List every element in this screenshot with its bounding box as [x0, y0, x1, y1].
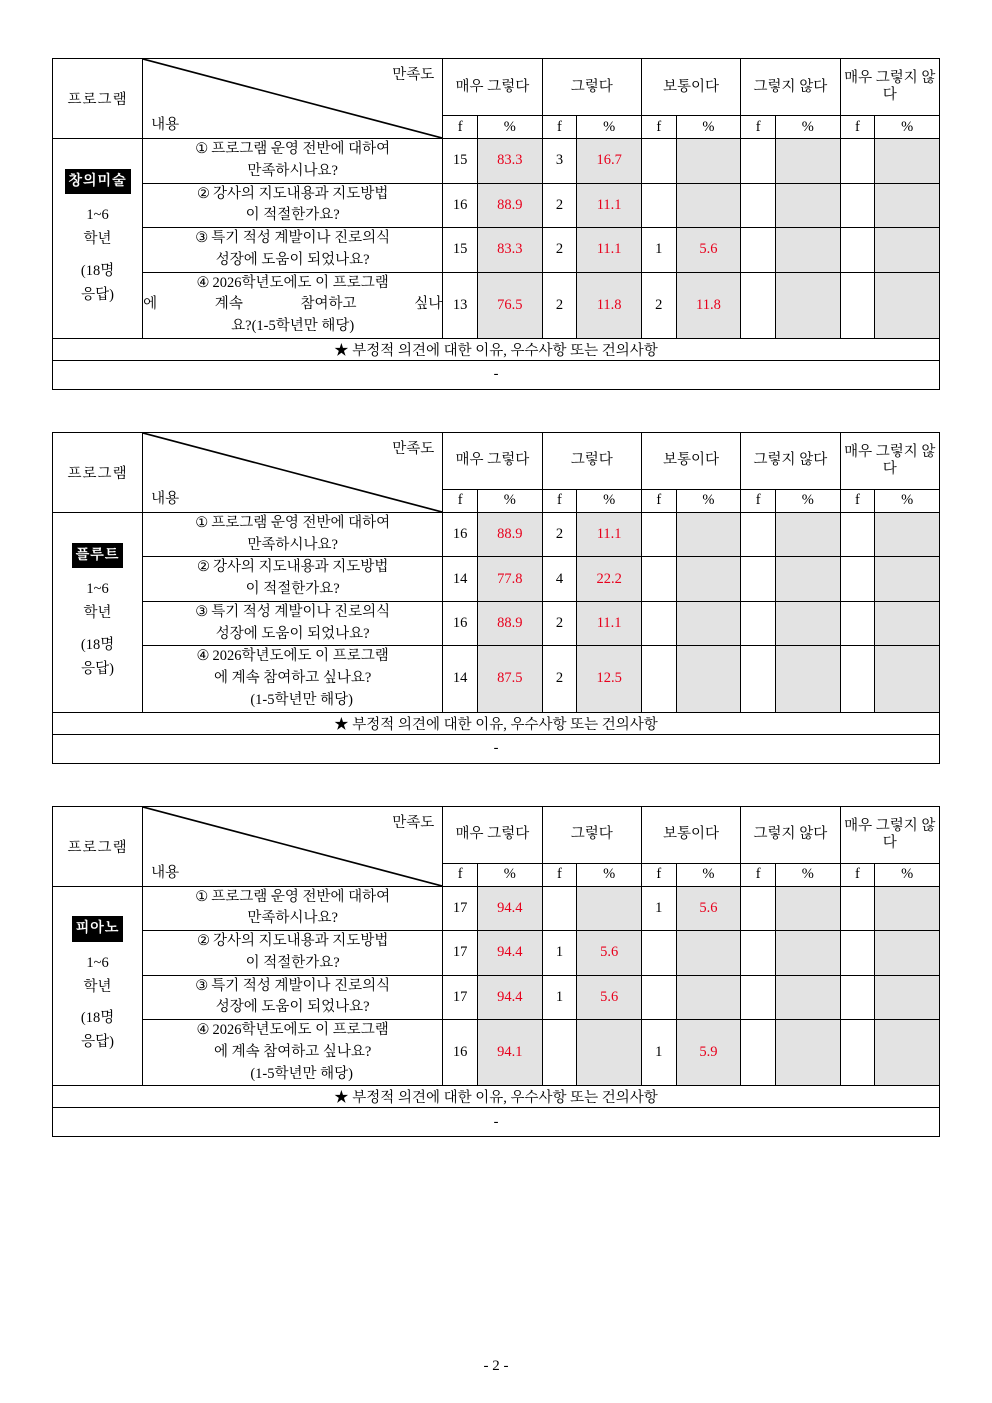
table-row [53, 975, 940, 1020]
value-percent [776, 646, 841, 712]
question-line-2: 에 계속 참여하고 싶나요? [213, 1043, 372, 1060]
value-percent [776, 1020, 841, 1086]
subheader-p-1: % [577, 863, 642, 886]
subheader-f-4: f [840, 863, 875, 886]
table-row [53, 512, 940, 557]
subheader-p-2: % [676, 489, 741, 512]
header-diagonal-cell [143, 432, 443, 512]
value-percent: 11.1 [577, 228, 642, 273]
value-f: 2 [542, 228, 577, 273]
note-body-row [53, 734, 940, 763]
subheader-p-3: % [776, 863, 841, 886]
table-row [53, 183, 940, 228]
value-percent [776, 886, 841, 931]
value-percent [875, 557, 940, 602]
value-f: 15 [443, 228, 478, 273]
question-line-3: (1-5학년만 해당) [250, 691, 353, 708]
question-line-2: 만족하시나요? [247, 910, 338, 927]
scale-header-1: 그렇다 [542, 59, 641, 116]
question-line-1: 프로그램 운영 전반에 대하여 [211, 888, 391, 905]
value-percent: 5.6 [676, 886, 741, 931]
subheader-p-3: % [776, 489, 841, 512]
question-line-2: 만족하시나요? [247, 162, 338, 179]
scale-header-2: 보통이다 [641, 432, 740, 489]
program-cell [53, 139, 143, 339]
value-percent [875, 931, 940, 976]
table-row [53, 886, 940, 931]
value-f [840, 139, 875, 184]
program-respondents-tail: 응답) [81, 1034, 114, 1051]
table-row [53, 557, 940, 602]
question-line-2: 에 계속 참여하고 싶나 [143, 296, 443, 313]
subheader-f-0: f [443, 863, 478, 886]
question-number: ④ [196, 1022, 210, 1038]
table-header-row [53, 432, 940, 489]
scale-header-4: 매우 그렇지 않다 [840, 806, 939, 863]
value-percent: 5.9 [676, 1020, 741, 1086]
value-percent [776, 512, 841, 557]
subheader-f-1: f [542, 863, 577, 886]
note-body: - [53, 360, 940, 389]
question-line-2: 이 적절한가요? [245, 954, 340, 971]
subheader-p-3: % [776, 116, 841, 139]
scale-header-2: 보통이다 [641, 806, 740, 863]
note-body-row [53, 1108, 940, 1137]
scale-header-3: 그렇지 않다 [741, 59, 840, 116]
question-line-1: 강사의 지도내용과 지도방법 [213, 933, 389, 949]
value-f [741, 139, 776, 184]
question-line-1: 강사의 지도내용과 지도방법 [213, 185, 389, 202]
value-f: 1 [542, 975, 577, 1020]
scale-header-4: 매우 그렇지 않다 [840, 59, 939, 116]
value-percent: 83.3 [478, 228, 543, 273]
program-respondents-tail: 응답) [81, 660, 114, 677]
value-percent [676, 512, 741, 557]
value-f [840, 601, 875, 646]
value-f [840, 272, 875, 338]
question-line-1: 2026학년도에도 이 프로그램 [212, 648, 389, 665]
table-row [53, 601, 940, 646]
scale-header-0: 매우 그렇다 [443, 59, 542, 116]
value-percent: 77.8 [478, 557, 543, 602]
value-percent: 11.8 [676, 272, 741, 338]
question-number: ② [197, 559, 210, 576]
value-f [741, 601, 776, 646]
question-line-2: 만족하시나요? [247, 536, 338, 553]
value-f [741, 886, 776, 931]
scale-header-1: 그렇다 [542, 432, 641, 489]
program-cell [53, 886, 143, 1086]
subheader-f-2: f [641, 863, 676, 886]
value-percent [776, 975, 841, 1020]
program-cell [53, 512, 143, 712]
header-satisfaction: 만족도 [392, 67, 435, 83]
note-body: - [53, 1108, 940, 1137]
question-line-1: 2026학년도에도 이 프로그램 [212, 274, 389, 291]
value-f [840, 646, 875, 712]
program-grade-unit: 학년 [83, 604, 112, 621]
value-percent: 16.7 [577, 139, 642, 184]
question-cell [143, 272, 443, 338]
program-grade: 1~6 [86, 954, 109, 971]
value-percent: 12.5 [577, 646, 642, 712]
question-line-1: 2026학년도에도 이 프로그램 [212, 1022, 389, 1038]
value-percent [776, 272, 841, 338]
header-program: 프로그램 [53, 59, 143, 139]
program-grade-unit: 학년 [83, 231, 112, 247]
value-f [741, 228, 776, 273]
value-f [542, 886, 577, 931]
value-percent [875, 975, 940, 1020]
header-satisfaction: 만족도 [392, 440, 435, 457]
program-name: 창의미술 [65, 169, 131, 194]
value-f: 2 [542, 272, 577, 338]
value-f [741, 931, 776, 976]
scale-header-3: 그렇지 않다 [741, 432, 840, 489]
value-f [741, 1020, 776, 1086]
value-f: 1 [641, 886, 676, 931]
note-header-row [53, 712, 940, 734]
table-header-row [53, 59, 940, 116]
value-percent: 11.1 [577, 183, 642, 228]
value-percent: 22.2 [577, 557, 642, 602]
scale-header-2: 보통이다 [641, 59, 740, 116]
subheader-f-1: f [542, 489, 577, 512]
value-percent: 11.1 [577, 601, 642, 646]
note-header: ★ 부정적 의견에 대한 이유, 우수사항 또는 건의사항 [53, 712, 940, 734]
table-row [53, 1020, 940, 1086]
header-diagonal-cell [143, 59, 443, 139]
value-percent [875, 1020, 940, 1086]
value-percent [875, 228, 940, 273]
value-f: 2 [542, 601, 577, 646]
value-f: 16 [443, 183, 478, 228]
program-name: 피아노 [72, 916, 124, 941]
question-number: ① [195, 514, 209, 531]
value-f [641, 975, 676, 1020]
value-percent [676, 931, 741, 976]
value-f [741, 183, 776, 228]
value-f: 1 [542, 931, 577, 976]
question-line-2: 이 적절한가요? [245, 207, 340, 224]
subheader-p-1: % [577, 489, 642, 512]
question-line-1: 특기 적성 계발이나 진로의식 [211, 230, 391, 246]
value-percent [676, 601, 741, 646]
value-percent: 83.3 [478, 139, 543, 184]
program-respondents: (18명 [80, 1010, 115, 1027]
value-f [840, 886, 875, 931]
header-content: 내용 [151, 864, 180, 881]
subheader-p-2: % [676, 863, 741, 886]
value-percent: 11.1 [577, 512, 642, 557]
value-f: 4 [542, 557, 577, 602]
question-number: ① [195, 888, 209, 905]
scale-header-1: 그렇다 [542, 806, 641, 863]
value-percent: 5.6 [577, 975, 642, 1020]
header-diagonal-cell [143, 806, 443, 886]
value-f: 16 [443, 512, 478, 557]
question-number: ① [195, 141, 209, 157]
value-percent: 5.6 [676, 228, 741, 273]
value-percent [776, 228, 841, 273]
value-f: 17 [443, 886, 478, 931]
question-cell [143, 646, 443, 712]
note-header-row [53, 338, 940, 360]
question-line-3: 요?(1-5학년만 해당) [231, 318, 355, 334]
question-cell [143, 139, 443, 184]
question-line-1: 강사의 지도내용과 지도방법 [213, 559, 389, 576]
value-percent [875, 139, 940, 184]
subheader-f-3: f [741, 116, 776, 139]
value-f: 1 [641, 228, 676, 273]
value-f: 16 [443, 1020, 478, 1086]
value-percent [875, 646, 940, 712]
value-percent: 11.8 [577, 272, 642, 338]
subheader-p-2: % [676, 116, 741, 139]
value-f: 2 [641, 272, 676, 338]
question-number: ② [197, 185, 210, 202]
value-percent: 88.9 [478, 183, 543, 228]
value-f [840, 975, 875, 1020]
value-percent [676, 557, 741, 602]
value-f [840, 931, 875, 976]
subheader-f-0: f [443, 116, 478, 139]
question-line-1: 프로그램 운영 전반에 대하여 [211, 141, 391, 157]
question-cell [143, 228, 443, 273]
program-respondents: (18명 [80, 636, 115, 653]
value-f: 1 [641, 1020, 676, 1086]
subheader-p-4: % [875, 863, 940, 886]
subheader-p-4: % [875, 116, 940, 139]
value-percent [776, 183, 841, 228]
scale-header-4: 매우 그렇지 않다 [840, 432, 939, 489]
value-f: 17 [443, 975, 478, 1020]
question-cell [143, 557, 443, 602]
question-line-1: 특기 적성 계발이나 진로의식 [211, 603, 391, 620]
scale-header-0: 매우 그렇다 [443, 432, 542, 489]
value-f: 16 [443, 601, 478, 646]
question-number: ③ [195, 603, 209, 620]
value-percent [776, 557, 841, 602]
header-program: 프로그램 [53, 432, 143, 512]
question-cell [143, 1020, 443, 1086]
value-f [641, 931, 676, 976]
header-content: 내용 [151, 490, 180, 507]
table-row [53, 139, 940, 184]
page-number: - 2 - [483, 1358, 509, 1374]
value-f [741, 646, 776, 712]
value-f [641, 646, 676, 712]
question-line-2: 성장에 도움이 되었나요? [215, 625, 370, 642]
note-header-row [53, 1086, 940, 1108]
header-content: 내용 [151, 117, 180, 133]
table-header-row [53, 806, 940, 863]
value-f: 3 [542, 139, 577, 184]
value-f [840, 228, 875, 273]
value-f [542, 1020, 577, 1086]
subheader-f-4: f [840, 489, 875, 512]
value-percent [676, 646, 741, 712]
question-line-2: 성장에 도움이 되었나요? [215, 251, 370, 268]
table-row [53, 646, 940, 712]
subheader-p-1: % [577, 116, 642, 139]
value-f [741, 272, 776, 338]
program-grade-unit: 학년 [83, 978, 112, 995]
question-cell [143, 975, 443, 1020]
program-grade: 1~6 [86, 580, 109, 597]
value-percent [577, 1020, 642, 1086]
value-percent: 88.9 [478, 512, 543, 557]
value-percent: 94.4 [478, 886, 543, 931]
question-number: ④ [196, 648, 210, 665]
value-f [840, 1020, 875, 1086]
value-f: 15 [443, 139, 478, 184]
value-f [641, 557, 676, 602]
value-f [641, 139, 676, 184]
value-f: 13 [443, 272, 478, 338]
subheader-f-3: f [741, 489, 776, 512]
value-percent: 88.9 [478, 601, 543, 646]
value-f: 2 [542, 183, 577, 228]
value-percent: 94.4 [478, 975, 543, 1020]
program-respondents-tail: 응답) [81, 286, 114, 303]
subheader-f-1: f [542, 116, 577, 139]
survey-table-1 [52, 432, 940, 764]
program-grade: 1~6 [86, 207, 109, 224]
question-line-3: (1-5학년만 해당) [250, 1065, 353, 1082]
question-line-2: 이 적절한가요? [245, 581, 340, 597]
question-cell [143, 183, 443, 228]
value-f [741, 557, 776, 602]
value-f: 14 [443, 557, 478, 602]
header-program: 프로그램 [53, 806, 143, 886]
value-percent [776, 139, 841, 184]
value-percent: 94.1 [478, 1020, 543, 1086]
value-percent [875, 886, 940, 931]
value-f: 14 [443, 646, 478, 712]
question-line-2: 에 계속 참여하고 싶나요? [213, 670, 372, 686]
subheader-p-0: % [478, 489, 543, 512]
table-row [53, 931, 940, 976]
subheader-p-4: % [875, 489, 940, 512]
subheader-f-2: f [641, 489, 676, 512]
value-percent [676, 975, 741, 1020]
value-percent [875, 512, 940, 557]
question-cell [143, 931, 443, 976]
value-percent [577, 886, 642, 931]
subheader-f-2: f [641, 116, 676, 139]
table-row [53, 228, 940, 273]
value-percent: 5.6 [577, 931, 642, 976]
question-number: ② [197, 933, 210, 949]
question-line-2: 성장에 도움이 되었나요? [215, 999, 370, 1016]
question-line-1: 특기 적성 계발이나 진로의식 [211, 977, 391, 994]
value-f [840, 557, 875, 602]
question-line-1: 프로그램 운영 전반에 대하여 [211, 514, 391, 531]
value-f [641, 183, 676, 228]
value-f: 2 [542, 512, 577, 557]
question-cell [143, 886, 443, 931]
question-number: ④ [196, 274, 210, 291]
value-f [840, 512, 875, 557]
value-percent: 87.5 [478, 646, 543, 712]
value-f [741, 975, 776, 1020]
value-percent: 76.5 [478, 272, 543, 338]
value-percent: 94.4 [478, 931, 543, 976]
note-header: ★ 부정적 의견에 대한 이유, 우수사항 또는 건의사항 [53, 338, 940, 360]
subheader-p-0: % [478, 116, 543, 139]
question-number: ③ [195, 977, 209, 994]
survey-table-2 [52, 806, 940, 1138]
note-header: ★ 부정적 의견에 대한 이유, 우수사항 또는 건의사항 [53, 1086, 940, 1108]
value-f: 17 [443, 931, 478, 976]
note-body-row [53, 360, 940, 389]
header-satisfaction: 만족도 [392, 814, 435, 831]
subheader-f-3: f [741, 863, 776, 886]
note-body: - [53, 734, 940, 763]
table-row [53, 272, 940, 338]
value-f [840, 183, 875, 228]
question-cell [143, 512, 443, 557]
program-respondents: (18명 [80, 262, 115, 279]
value-percent [776, 931, 841, 976]
value-f: 2 [542, 646, 577, 712]
value-f [641, 512, 676, 557]
subheader-f-0: f [443, 489, 478, 512]
question-cell [143, 601, 443, 646]
value-percent [676, 139, 741, 184]
scale-header-3: 그렇지 않다 [741, 806, 840, 863]
value-percent [776, 601, 841, 646]
survey-table-0 [52, 58, 940, 390]
value-f [641, 601, 676, 646]
value-f [741, 512, 776, 557]
value-percent [676, 183, 741, 228]
scale-header-0: 매우 그렇다 [443, 806, 542, 863]
value-percent [875, 601, 940, 646]
value-percent [875, 183, 940, 228]
question-number: ③ [195, 230, 209, 246]
subheader-f-4: f [840, 116, 875, 139]
program-name: 플루트 [72, 543, 124, 568]
value-percent [875, 272, 940, 338]
subheader-p-0: % [478, 863, 543, 886]
